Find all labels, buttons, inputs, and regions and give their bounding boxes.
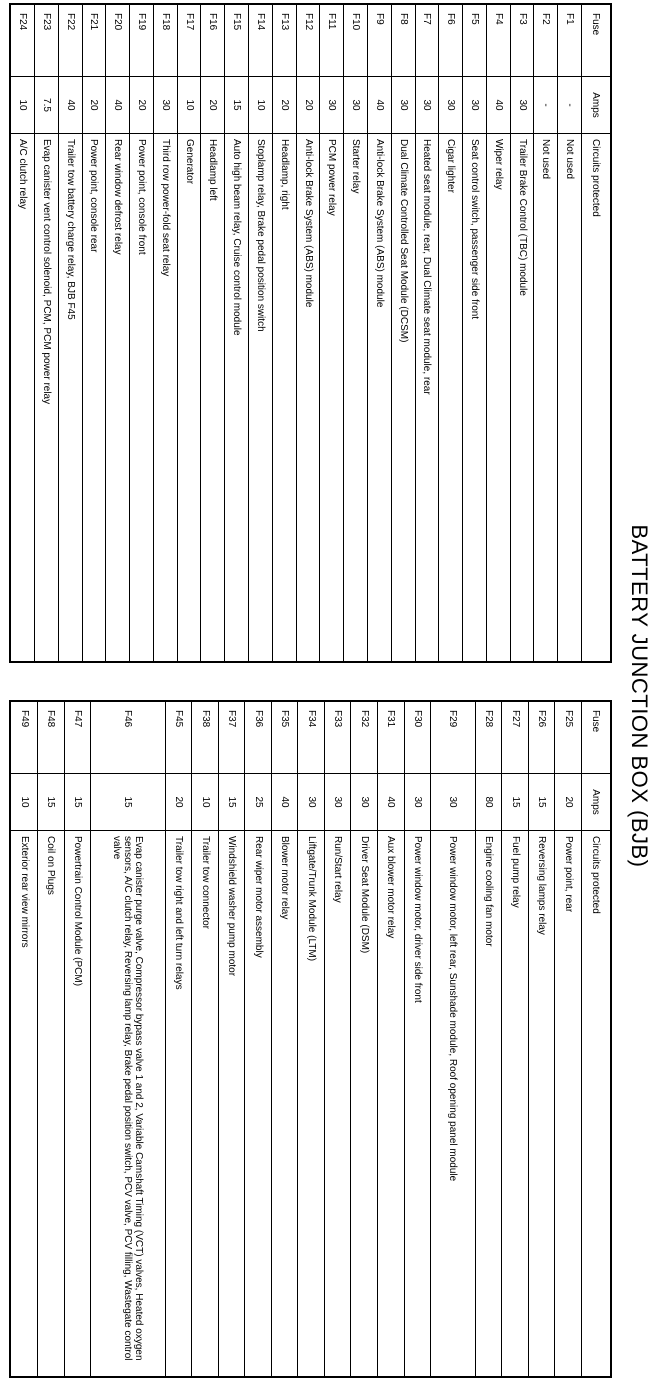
amps-cell: 30 [391,77,415,134]
circuit-cell: Run/Start relay [324,831,351,1378]
circuit-cell: Auto high beam relay, Cruise control module [225,134,249,663]
table-row [463,4,487,662]
amps-cell: 20 [272,77,296,134]
table-row [510,4,534,662]
circuit-cell: Rear window defrost relay [106,134,130,663]
fuse-table-left-rotor [9,3,612,663]
fuse-header: Fuse [582,4,612,77]
circuit-cell: A/C clutch relay [10,134,35,663]
circuit-cell: Trailer tow right and left turn relays [165,831,192,1378]
fuse-cell: F21 [82,4,106,77]
fuse-cell: F30 [404,701,431,774]
fuse-cell: F27 [502,701,529,774]
fuse-table-left-head [582,4,612,662]
amps-cell: 15 [38,774,65,831]
fuse-cell: F1 [558,4,582,77]
circuit-cell: Headlamp left [201,134,225,663]
circuit-cell: Anti-lock Brake System (ABS) module [296,134,320,663]
fuse-cell: F37 [218,701,245,774]
table-row [320,4,344,662]
amps-cell: 20 [130,77,154,134]
amps-cell: 20 [296,77,320,134]
fuse-cell: F36 [245,701,272,774]
circuit-cell: Power window motor, left rear, Sunshade module, Roof opening panel module [431,831,476,1378]
circuit-cell: Power window motor, driver side front [404,831,431,1378]
fuse-cell: F3 [510,4,534,77]
fuse-table-right [9,700,612,1378]
amps-cell: 30 [404,774,431,831]
table-row [475,701,502,1377]
circuit-cell: Wiper relay [486,134,510,663]
fuse-cell: F8 [391,4,415,77]
circuit-cell: Reversing lamps relay [528,831,555,1378]
amps-cell: 10 [192,774,219,831]
table-row [177,4,201,662]
amps-cell: 40 [58,77,82,134]
circuit-cell: Blower motor relay [271,831,298,1378]
amps-cell: - [558,77,582,134]
table-row [10,701,38,1377]
amps-cell: 15 [528,774,555,831]
fuse-cell: F11 [320,4,344,77]
fuse-cell: F24 [10,4,35,77]
circuit-cell: Third row power-fold seat relay [153,134,177,663]
circuit-cell: Trailer tow battery charge relay, BJB F45 [58,134,82,663]
table-row [344,4,368,662]
circuit-cell: Cigar lighter [439,134,463,663]
circuit-cell: Power point, console rear [82,134,106,663]
circuit-cell: Aux blower motor relay [378,831,405,1378]
amps-cell: 30 [324,774,351,831]
table-row [64,701,91,1377]
fuse-cell: F2 [534,4,558,77]
amps-cell: 30 [463,77,487,134]
table-row [378,701,405,1377]
amps-cell: 30 [439,77,463,134]
circuit-cell: Power point, rear [555,831,582,1378]
table-row [82,4,106,662]
circuit-cell: Not used [534,134,558,663]
fuse-table-left-body [10,4,582,662]
amps-header: Amps [582,77,612,134]
fuse-cell: F31 [378,701,405,774]
circuit-cell: Trailer Brake Control (TBC) module [510,134,534,663]
table-row [249,4,273,662]
amps-cell: 30 [415,77,439,134]
table-row [296,4,320,662]
circuit-cell: Evap canister vent control solenoid, PCM, PCM power relay [35,134,59,663]
fuse-cell: F16 [201,4,225,77]
table-row [58,4,82,662]
fuse-table-right-head [582,701,612,1377]
amps-cell: 15 [91,774,166,831]
amps-cell: 40 [106,77,130,134]
fuse-cell: F26 [528,701,555,774]
circuit-cell: Windshield washer pump motor [218,831,245,1378]
fuse-cell: F33 [324,701,351,774]
fuse-cell: F7 [415,4,439,77]
circuit-cell: Powertrain Control Module (PCM) [64,831,91,1378]
amps-cell: 20 [165,774,192,831]
circuit-cell: Coil on Plugs [38,831,65,1378]
circuit-cell: Exterior rear view mirrors [10,831,38,1378]
fuse-cell: F34 [298,701,325,774]
circuit-cell: Not used [558,134,582,663]
fuse-cell: F15 [225,4,249,77]
amps-cell: 30 [431,774,476,831]
fuse-cell: F23 [35,4,59,77]
circuits-header: Circuits protected [582,831,612,1378]
table-row [192,701,219,1377]
table-row [391,4,415,662]
fuse-cell: F13 [272,4,296,77]
fuse-cell: F46 [91,701,166,774]
amps-cell: 40 [271,774,298,831]
fuse-cell: F25 [555,701,582,774]
fuse-cell: F4 [486,4,510,77]
table-row [153,4,177,662]
table-row [225,4,249,662]
table-row [272,4,296,662]
table-row [38,701,65,1377]
fuse-cell: F48 [38,701,65,774]
fuse-cell: F17 [177,4,201,77]
table-row [298,701,325,1377]
table-row [558,4,582,662]
amps-cell: 15 [225,77,249,134]
fuse-cell: F28 [475,701,502,774]
amps-cell: 20 [201,77,225,134]
fuse-cell: F47 [64,701,91,774]
fuse-cell: F35 [271,701,298,774]
amps-cell: 15 [218,774,245,831]
fuse-cell: F10 [344,4,368,77]
table-row [415,4,439,662]
amps-cell: 80 [475,774,502,831]
fuse-cell: F14 [249,4,273,77]
amps-cell: 30 [153,77,177,134]
fuse-cell: F22 [58,4,82,77]
table-row [35,4,59,662]
fuse-cell: F5 [463,4,487,77]
circuit-cell: Generator [177,134,201,663]
amps-cell: 40 [486,77,510,134]
amps-cell: 10 [10,774,38,831]
fuse-cell: F38 [192,701,219,774]
table-row [367,4,391,662]
circuit-cell: Seat control switch, passenger side front [463,134,487,663]
amps-cell: 30 [510,77,534,134]
amps-cell: 25 [245,774,272,831]
amps-cell: 30 [320,77,344,134]
header-row [582,4,612,662]
table-row [534,4,558,662]
page-title: BATTERY JUNCTION BOX (BJB) [627,524,652,868]
circuit-cell: Dual Climate Controlled Seat Module (DCSM) [391,134,415,663]
circuit-cell: Engine cooling fan motor [475,831,502,1378]
fuse-table-right-body [10,701,582,1377]
amps-cell: 20 [555,774,582,831]
table-row [351,701,378,1377]
table-row [404,701,431,1377]
table-row [271,701,298,1377]
table-row [201,4,225,662]
amps-cell: 15 [502,774,529,831]
amps-cell: 30 [344,77,368,134]
fuse-cell: F18 [153,4,177,77]
fuse-cell: F45 [165,701,192,774]
fuse-header: Fuse [582,701,612,774]
fuse-cell: F20 [106,4,130,77]
circuit-cell: Liftgate/Trunk Module (LTM) [298,831,325,1378]
table-row [528,701,555,1377]
header-row [582,701,612,1377]
fuse-cell: F29 [431,701,476,774]
circuits-header: Circuits protected [582,134,612,663]
fuse-cell: F9 [367,4,391,77]
fuse-cell: F12 [296,4,320,77]
circuit-cell: Headlamp, right [272,134,296,663]
table-row [324,701,351,1377]
table-row [106,4,130,662]
amps-cell: 15 [64,774,91,831]
fuse-cell: F19 [130,4,154,77]
amps-cell: 40 [367,77,391,134]
amps-header: Amps [582,774,612,831]
table-row [245,701,272,1377]
amps-cell: 30 [351,774,378,831]
table-row [165,701,192,1377]
table-row [486,4,510,662]
amps-cell: 20 [82,77,106,134]
table-row [431,701,476,1377]
fuse-table-left [9,3,612,663]
fuse-table-right-wrapper [9,700,612,1378]
circuit-cell: Heated seat module, rear, Dual Climate seat module, rear [415,134,439,663]
circuit-cell: Anti-lock Brake System (ABS) module [367,134,391,663]
amps-cell: 7.5 [35,77,59,134]
circuit-cell: Power point, console front [130,134,154,663]
amps-cell: 10 [10,77,35,134]
circuit-cell: Fuel pump relay [502,831,529,1378]
table-row [91,701,166,1377]
fuse-cell: F6 [439,4,463,77]
circuit-cell: Stoplamp relay, Brake pedal position switch [249,134,273,663]
circuit-cell: Trailer tow connector [192,831,219,1378]
circuit-cell: Rear wiper motor assembly [245,831,272,1378]
table-row [10,4,35,662]
amps-cell: - [534,77,558,134]
fuse-cell: F49 [10,701,38,774]
table-row [439,4,463,662]
amps-cell: 10 [249,77,273,134]
table-row [502,701,529,1377]
table-row [555,701,582,1377]
table-row [218,701,245,1377]
table-row [130,4,154,662]
circuit-cell: Starter relay [344,134,368,663]
circuit-cell: Evap canister purge valve, Compressor bypass valve 1 and 2, Variable Camshaft Timing (VCT) valves, Heated oxygen sensors, A/C clutch relay, Reversing lamp relay, Brake pedal position switch, PCV valve, PCV filling, Wastegate control valve [91,831,166,1378]
fuse-cell: F32 [351,701,378,774]
fuse-table-right-rotor [9,700,612,1378]
amps-cell: 10 [177,77,201,134]
circuit-cell: Driver Seat Module (DSM) [351,831,378,1378]
amps-cell: 30 [298,774,325,831]
fuse-table-left-wrapper [9,3,612,663]
circuit-cell: PCM power relay [320,134,344,663]
amps-cell: 40 [378,774,405,831]
